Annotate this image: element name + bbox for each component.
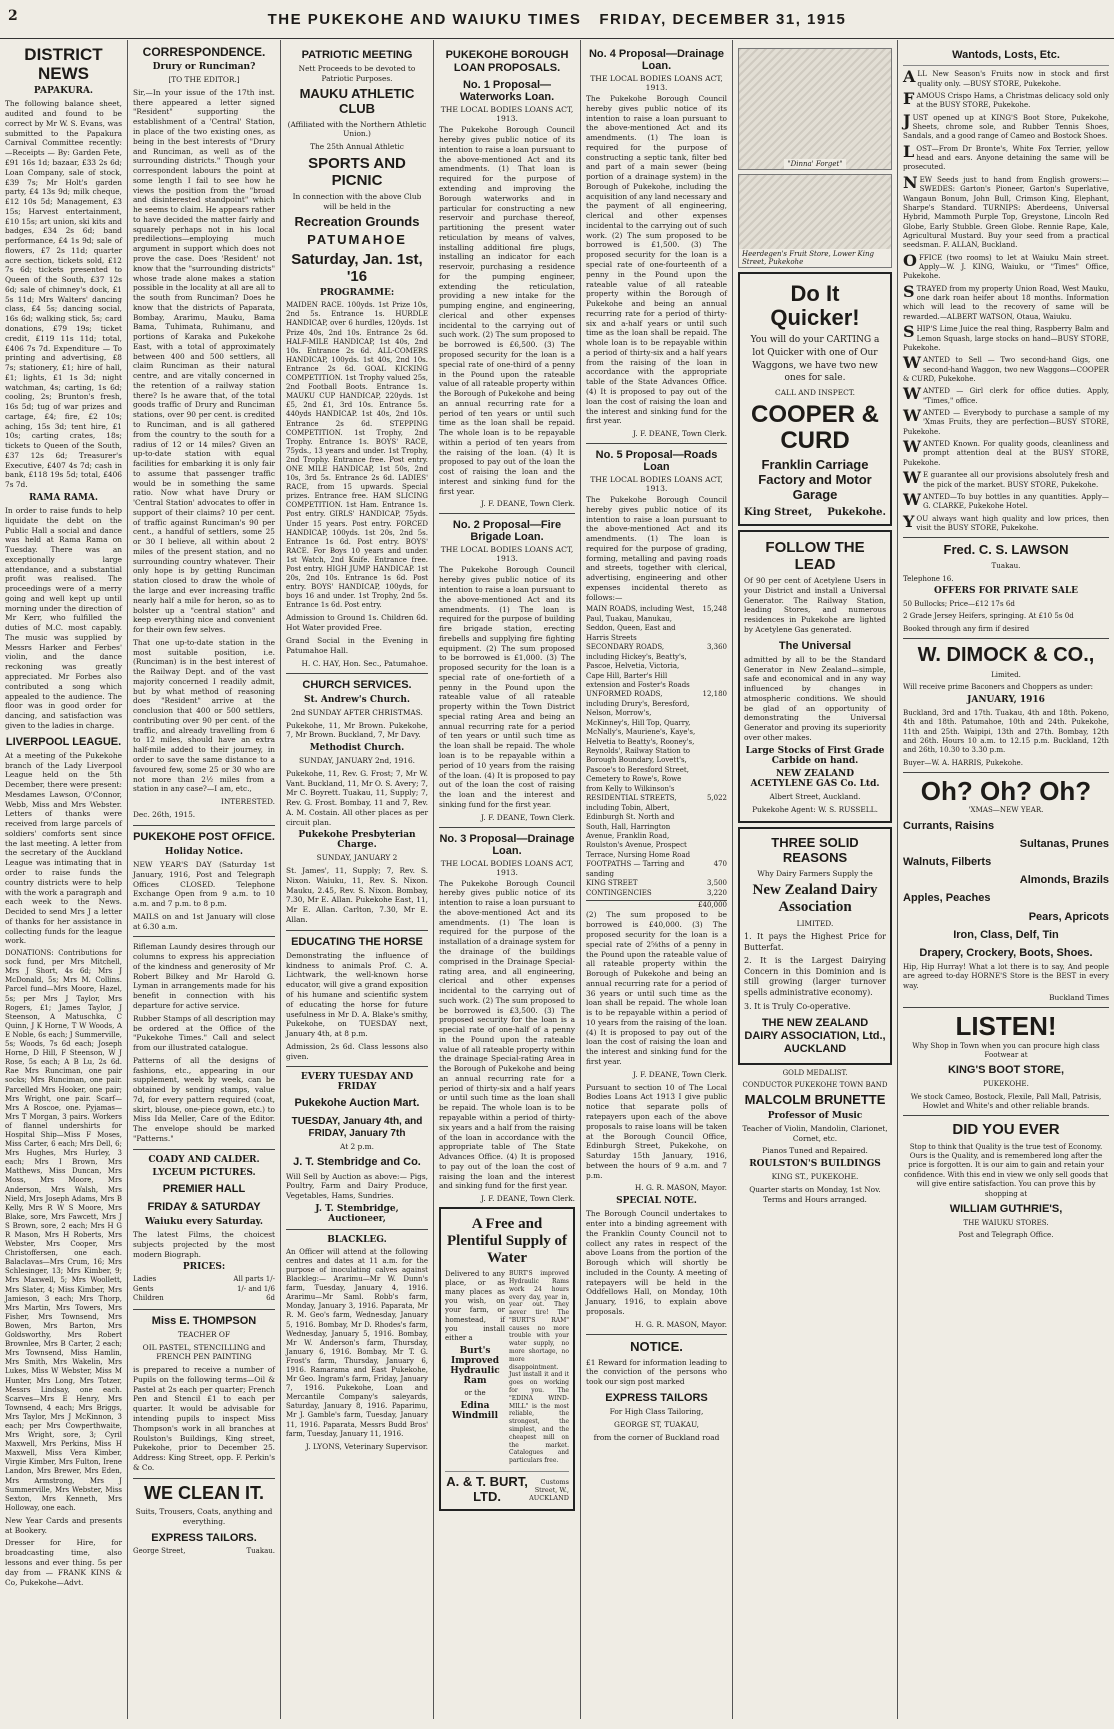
grand-social: Grand Social in the Evening in Patumahoe Hall. (286, 636, 428, 655)
liverpool-league-heading: LIVERPOOL LEAGUE. (5, 735, 122, 748)
auction-dates: TUESDAY, January 4th, and FRIDAY, January 7th (291, 1115, 423, 1139)
connection-text: In connection with the above Club will be held in the (292, 192, 422, 212)
xmas-new-year: 'XMAS—NEW YEAR. (968, 805, 1044, 815)
band-conductor: CONDUCTOR PUKEKOHE TOWN BAND (742, 1080, 888, 1089)
carting-text: You will do your CARTING a lot Quicker with one of Our Waggons, we have two new ones for sale. (750, 335, 880, 384)
rama-rama-heading: RAMA RAMA. (28, 493, 99, 503)
post-office-text: NEW YEAR'S DAY (Saturday 1st January, 1916, Post and Telegraph Offices CLOSED. Telephone Exchange Open from 9 a.m. to 10 a.m. and 7 p.m. to 8 p.m. (133, 860, 275, 909)
classified-ad: LOST—From Dr Bronte's, White Fox Terrier, yellow head and ears. Anyone detaining the same will be prosecuted. (903, 141, 1109, 172)
we-clean-it: WE CLEAN IT. (144, 1482, 264, 1503)
reason-2: 2. It is the Largest Dairying Concern in this Dominion and is still growing (larger turnover spells administrative economy). (744, 956, 886, 997)
acetylene-address: Albert Street, Auckland. (769, 791, 861, 801)
shop-text: Why Shop in Town when you can procure high class Footwear at (912, 1040, 1100, 1059)
do-it-quicker: Do It Quicker! (770, 281, 860, 331)
roads-total: £40,000 (586, 900, 727, 910)
post-office-heading: PUKEKOHE POST OFFICE. (133, 830, 275, 843)
reason-3: 3. It is Truly Co-operative. (744, 1001, 851, 1011)
patumahoe: PATUMAHOE (307, 231, 407, 247)
special-note: SPECIAL NOTE. (616, 1196, 697, 1207)
town-clerk-signature: J. F. DEANE, Town Clerk. (481, 1194, 575, 1204)
classified-ad: WANTED Known. For quality goods, cleanliness and prompt attention deal at the BUSY STORE, Pukekohe. (903, 437, 1109, 467)
post-telegraph: Post and Telegraph Office. (958, 1230, 1054, 1240)
proposal-5-text: The Pukekohe Borough Council hereby gives public notice of its intention to raise a loan pursuant to the above-mentioned Act and its amendments. (1) The loan is required for the purpose of grading, forming, metalling and paving roads and streets, together with clerical, advertising, engineering and other expenses incidental thereto as follows:— (586, 495, 727, 602)
thompson-teacher: TEACHER OF (177, 1329, 231, 1339)
fruit-store-image: Heerdegen's Fruit Store, Lower King Street, Pukekohe (738, 174, 892, 268)
booked-text: Booked through any firm if desired (903, 623, 1030, 633)
special-note-text: The Borough Council undertakes to enter into a binding agreement with the Franklin County Council not to collect any rates in respect of the above Loans from the portion of the Borough which will shortly be included in the County. A meeting of ratepayers will be held in the Oddfellows Hall, on Monday, 10th January, 1916, to explain above proposals. (586, 1209, 727, 1317)
roads-table (586, 605, 727, 910)
column-wanteds (898, 40, 1114, 1719)
issue-date: FRIDAY, DECEMBER 31, 1915 (599, 10, 847, 28)
loans-act: THE LOCAL BODIES LOANS ACT, 1913. (440, 105, 574, 124)
carbide-stocks: Large Stocks of First Grade Carbide on hand. (745, 745, 885, 766)
cooper-curd-advert (738, 272, 892, 526)
proposal-1-text: The Pukekohe Borough Council hereby gives public notice of its intention to raise a loan pursuant to the above-mentioned Act and its amendments. (1) That loan is required for the purpose of extending and improving the Borough waterworks and in particular for constructing a new reservoir and purchase thereof, partitioning the present water reticulation by means of valves, installing additional fire plugs, installing an indicator for each reservoir, purchasing a residence for the pumping engineer, extending the reticulation, providing a new intake for the pumping engine, and engineering, clerical and other expenses incidental to the carrying out of such work. (2) The sum proposed to be borrowed is £6,500. (3) The proposed security for the loan is a special rate of one-third of a penny in the Pound upon the rateable value of all rateable property within the Borough of Pukekohe and being an annual recurring rate for a period of ten years or until such time as the loan shall be repaid. The whole loan is to be repayable within a period of ten years from the raising of the loan. (4) It is proposed to pay out of the loan the cost of raising the loan and the interest and sinking fund for the first year. (439, 125, 575, 496)
pears: Pears, Apricots (1028, 910, 1109, 923)
bullocks-offer: 50 Bullocks; Price—£12 17s 6d (903, 599, 1015, 609)
programme-list: MAIDEN RACE. 100yds. 1st Prize 10s, 2nd 5s. Entrance 1s. HURDLE HANDICAP, over 6 hurdles, 120yds. 1st Prize 40s, 2nd 10s. Entrance 2s 6d. HALF-MILE HANDICAP, 1st 40s, 2nd 10s. Entrance 2s 6d. ALL-COMERS HANDICAP, 100yds. 1st 40s, 2nd 10s. Entrance 2s 6d. GOAL KICKING COMPETITION. 1st Trophy valued 25s, 2nd Football Boots. Entrance 1s. MAUKU CUP HANDICAP, 220yds. 1st £5, 2nd £1, 3rd 10s. Entrance 5s. 440yds HANDICAP. 1st 40s, 2nd 10s. Entrance 2s 6d. STEPPING COMPETITION. 1st Trophy, 2nd Trophy. Entrance 1s. BOYS' RACE, 75yds., 13 years and under. 1st Trophy, 2nd Trophy. Entrance free. Post entry. ONE MILE HANDICAP, 1st 50s, 2nd 10s, 3rd 5s. Entrance 2s 6d. LADIES' RACE, from 15 upwards. Special prizes. Entrance free. HAM SLICING COMPETITION. 1st Ham. Entrance 1s. Post entry. GIRLS' HANDICAP, 75yds. Under 15 years. Post entry. FORCED HANDICAP, 100yds. 1st 20s, 2nd 5s. Entrance 1s 6d. Post entry. BOYS' RACE. For Boys 10 years and under. 1st Watch, 2nd Knife. Entrance free. Post entry. HIGH JUMP HANDICAP. 1st 20s, 2nd 10s. Entrance 1s 6d. Post entry. BOYS' HANDICAP, 100yds, for boys 16 and under. 1st Trophy, 2nd 5s. Entrance 1s 6d. Post entry. (286, 301, 428, 610)
classified-ad: ALL New Season's Fruits now in stock and first quality only. —BUSY STORE, Pukekohe. (903, 67, 1109, 88)
admission-text: Admission to Ground 1s. Children 6d. Hot Water provided Free. (286, 613, 428, 633)
st-andrews: St. Andrew's Church. (303, 694, 411, 705)
reward-text: £1 Reward for information leading to the conviction of the persons who took our sign post marked (586, 1357, 727, 1387)
classified-ad: NEW Seeds just to hand from English growers:— SWEDES: Garton's Pioneer, Garton's Superlative, Wangaun Bonum, John Bull, Crimson King, Elephant, Sharpe's Standard. TURNIPS: Aberdeens, Universal Hybrid, Mammoth Purple Top, Greystone, Lincoln Red Globe, Early Stubble. Green Globe. Rennie Rape, Kale, Agricultural Mustard. Buy your seed from a practical seedsman. F. ALLAN, Buckland. (903, 172, 1109, 250)
rama-rama-text: In order to raise funds to help liquidate the debt on the Public Hall a social and dance was held at Rama Rama on Tuesday. There was an exceptionally large attendance, and a substantial profit was realised. The proceedings were of a merry going and well kept up until morning under the direction of Mr Kerr, who fulfilled the duties of M.C. most capably. The music was supplied by Messrs Harker and Ferbes' violin, and the dance reckoning was greatly appreciated. Mr Forbes also contributed a song which appealed to the audience. The floor was in good order for dancing, and satisfaction was given to the ladies in charge. (5, 506, 122, 730)
rubber-stamps-notice: Rubber Stamps of all description may be ordered at the Office of the "Pukekohe Times." Call and select from our illustrated catalogue. (133, 1013, 275, 1053)
proposal-2-title: No. 2 Proposal—Fire Brigade Loan. (452, 519, 562, 544)
methodist-date: SUNDAY, JANUARY 2nd, 1916. (298, 756, 416, 766)
lyons-signature: J. LYONS, Veterinary Supervisor. (305, 1441, 428, 1451)
friday-saturday: FRIDAY & SATURDAY (147, 1200, 261, 1213)
hip-hurray: Hip, Hip Hurray! What a lot there is to say, And people are agreed to-day HORNE'S Store is the BEST in every way. (903, 962, 1109, 990)
table-row: UNFORMED ROADS, including Drury's, Beresford, Nelson, Morrow's, McKinney's, Hill Top, Quarry, McNally's, Mauriene's, Kaye's, Helvetia to Beatty's, Rooney's, Reynolds', Railway Station to Borough Boundary, Lovett's, Pascoe's to Beresford Street, Cemetery to Rowe's, Rowe from Kelly to Wilkinson's 12,180 (586, 690, 727, 793)
reason-1: 1. It pays the Highest Price for Butterfat. (744, 932, 886, 952)
recreation-grounds: Recreation Grounds (294, 213, 420, 229)
church-services-heading: CHURCH SERVICES. (302, 678, 412, 691)
price-row: Ladies All parts 1/- (133, 1275, 275, 1284)
proposal-5-security: (2) The sum proposed to be borrowed is £40,000. (3) The proposed security for the loan is a special rate of 2⅝ths of a penny in the Pound upon the rateable value of all rateable property within the Borough of Pukekohe and being an annual recurring rate for a period of 36 years or until such time as the loan shall be repaid. The whole loan is to be repayable within a period of 10 years from the raising of the loan. (4) It is proposed to pay out of the loan the cost of raising the loan and the interest and sinking fund for the first year. (586, 910, 727, 1066)
loans-act: THE LOCAL BODIES LOANS ACT, 1913. (590, 475, 723, 494)
page-number: 2 (8, 8, 18, 24)
rifleman-notice: Rifleman Laundy desires through our columns to express his appreciation of the kindness and generosity of Mr Robert Bilkey and Mr Harold G. Lyman in arrangements made for his benefit in connection with his departure for active service. (133, 942, 275, 1010)
guthrie-name: WILLIAM GUTHRIE'S, (949, 1202, 1063, 1215)
edina-windmill: Edina Windmill (452, 1400, 498, 1421)
column-district-news (0, 40, 128, 1719)
prices-heading: PRICES: (182, 1262, 226, 1273)
auction-items: Will Sell by Auction as above:— Pigs, Poultry, Farm and Dairy Produce, Vegetables, Hams, Sundries. (286, 1171, 428, 1201)
apples: Apples, Peaches (903, 892, 991, 905)
burt-firm: A. & T. BURT, LTD. (446, 1474, 528, 1504)
professor-of-music: Professor of Music (767, 1110, 863, 1121)
loans-act: THE LOCAL BODIES LOANS ACT, 1913. (440, 858, 574, 877)
letter-date: Dec. 26th, 1915. (133, 810, 196, 820)
proposal-1-title: No. 1 Proposal—Waterworks Loan. (459, 79, 555, 104)
private-sale: OFFERS FOR PRIVATE SALE (933, 586, 1079, 597)
acetylene-company: NEW ZEALAND ACETYLENE GAS Co. Ltd. (750, 768, 880, 789)
blackleg-text: An Officer will attend at the following centres and dates at 11 a.m. for the purpose of inoculating calves against Blackleg:— Ararimu—Mr W. Dunn's farm, Tuesday, January 4, 1916. Ararimu—Mr Saml. Robb's farm, Monday, January 3, 1916. Paparata, Mr R. M. Geo's farm, Wednesday, January 5, 1916. Bombay, Mr D. Rhodes's farm, Wednesday, January 5, 1916. Bombay, Mr W. Anderson's farm, Thursday, January 6, 1916. Bombay, Mr T. G. Frost's farm, Thursday, January 6, 1916. Ramarama and East Pukekohe, Mr Geo. Ingram's farm, Friday, January 7, 1916. Pukekohe, Loan and Mercantile Company's saleyards, Saturday, January 8, 1916. Paparimu, Mr J. Gamble's farm, Tuesday, January 11, 1916. Paparata, Messrs Budd Bros' farm, Tuesday, January 11, 1916. (286, 1247, 428, 1438)
educating-horse: EDUCATING THE HORSE (291, 935, 423, 948)
tailoring-text: For High Class Tailoring, (609, 1407, 704, 1417)
burt-intro: Delivered to any place, or as many places as you wish, on your farm, or homestead, if you install either a (445, 1270, 505, 1342)
why-supply: Why Dairy Farmers Supply the (757, 869, 873, 879)
papakura-heading: PAPAKURA. (33, 86, 94, 97)
papakura-text: The following balance sheet, audited and found to be correct by Mr W. S. Evans, was submitted to the Papakura Carnival Committee recently:—Receipts — By: Garden Fete, £91 16s 1d; bazaar, £33 2s 6d; Loan Company, sale of stock, £39 7s; Mr Holt's garden party, £4 13s 9d; milk cheque, £12 10s 5d; Management, £3 15s; Harvest entertainment, £10 15s; art union, ski kits and badges, £34 2s 6d; band performance, £4 1s 9d; sale of flowers, £7 2s 11d; quarter acre section, tickets sold, £12 7s 6d; tickets presented to Queen of the South, £37 12s 6d; sale of chimney's dock, £1 5s 11d; Mrs Walters' dancing class, £4 5s; dancing social, 16s 6d; walking stick, 5s; card donations, £79 19s; ticket credit, £119 11s 11d; total, £406 7s 7d. Expenditure — To printing and advertising, £8 7s; stationery, £1; hire of hall, £1; lights, £1 1s 3d; night watchman, 4s; carting, 1s 6d; cooling, 2s; Brunton's fresh, 16s 5d; tug of war prizes and cartage, £4; fire, £2 10s; aching, 15s 3d; tent hire, £1 10s; carting crates, 18s; tickets to Queen of the South, £37 12s 6d; Treasurer's Executive, £407 4s 7d; cash in bank, £118 19s 5d; total, £406 7s 7d. (5, 99, 122, 490)
coady-calder: COADY AND CALDER. (148, 1154, 260, 1165)
dimock-limited: Limited. (991, 670, 1021, 680)
hon-sec: H. C. HAY, Hon. Sec., Patumahoe. (301, 658, 428, 668)
sunday-after-christmas: 2nd SUNDAY AFTER CHRISTMAS. (291, 707, 423, 717)
dimock-name: W. DIMOCK & CO., (917, 644, 1095, 667)
classified-ad: WANTED — Everybody to purchase a sample of my 'Xmas Fruits, they are perfection—BUSY STORE, Pukekohe. (903, 406, 1109, 436)
stembridge: J. T. Stembridge and Co. (293, 1156, 421, 1169)
express-tailors: EXPRESS TAILORS. (151, 1531, 257, 1544)
heifers-offer: 2 Grade Jersey Heifers, springing. At £10 5s 0d (903, 611, 1074, 621)
classified-ad: STRAYED from my property Union Road, West Mauku, one dark roan heifer about 18 months. Information which will lead to the recovery of same will be rewarded.—ALBERT WATSON, Otaua, Waiuku. (903, 281, 1109, 321)
malcolm-brunette: MALCOLM BRUNETTE (744, 1091, 886, 1107)
every-tuesday: EVERY TUESDAY AND FRIDAY (300, 1072, 414, 1093)
price-row: Children 6d (133, 1294, 275, 1303)
waiuku-saturday: Waiuku every Saturday. (144, 1217, 264, 1228)
kings-location: PUKEKOHE. (983, 1079, 1029, 1089)
letter-title: Drury or Runciman? (152, 62, 256, 73)
dairy-limited: LIMITED. (796, 919, 834, 929)
thompson-name: Miss E. THOMPSON (151, 1314, 257, 1327)
classified-ad: OFFICE (two rooms) to let at Waiuku Main street. Apply—W. J. KING, Waiuku, or "Times" Office, Pukekohe. (903, 250, 1109, 281)
kings-boot-store: KING'S BOOT STORE, (947, 1064, 1065, 1077)
patriotic-meeting: PATRIOTIC MEETING (301, 49, 413, 61)
district-news-heading: DISTRICT NEWS (24, 45, 103, 83)
burt-headline: A Free and Plentiful Supply of Water (446, 1216, 568, 1267)
nett-proceeds: Nett Proceeds to be devoted to Patriotic Purposes. (298, 64, 416, 83)
newspaper-title: THE PUKEKOHE AND WAIUKU TIMES (267, 10, 582, 28)
column-display-ads (733, 40, 898, 1719)
classified-ad: FAMOUS Crispo Hams, a Christmas delicacy sold only at the BUSY STORE, Pukekohe. (903, 88, 1109, 110)
patterns-notice: Patterns of all the designs of fashions, etc., appearing in our supplement, week by week, can be obtained by sending stamps, value 7d, for every pattern required (coat, skirt, blouse, one-piece gown, etc.) to Miss Ida Meller, Care of the Editor. The envelope should be marked "Patterns." (133, 1055, 275, 1143)
classified-ad: WANTED to Sell — Two second-hand Gigs, one second-hand Waggon, two new Waggons—COOPER & CURD, Pukekohe. (903, 353, 1109, 383)
town-clerk-signature: J. F. DEANE, Town Clerk. (481, 499, 575, 509)
follow-the-lead: FOLLOW THE LEAD (765, 538, 865, 573)
tailors-location: GEORGE ST, TUAKAU, (614, 1419, 699, 1429)
classified-ad: JUST opened up at KING'S Boot Store, Pukekohe, Sheets, chrome sole, and Rubber Tennis Shoes, Sandals, and a good range of Cameo and Bostock Shoes. (903, 110, 1109, 141)
auction-time: At 2 p.m. (339, 1141, 374, 1151)
call-inspect: CALL AND INSPECT. (775, 387, 855, 397)
burt-ram: Burt's Improved Hydraulic Ram (450, 1345, 500, 1386)
table-row: RESIDENTIAL STREETS, including Tobin, Albert, Edinburgh St. North and South, Hall, Harrington Avenue, Franklin Road, Roulston's Avenue, Prospect Terrace, Nursing Home Road 5,022 (586, 794, 727, 859)
dresser-advert: Dresser for Hire, for broadcasting time, also lessons and ever thing. 5s per day from — FRANK KINS & Co, Pukekohe—Advt. (5, 1538, 122, 1587)
cooper-curd: COOPER & CURD (750, 400, 879, 454)
table-row: SECONDARY ROADS, including Hickey's, Beatty's, Pascoe, Helvetia, Victoria, Cape Hill, Barter's Hill extension and Foster's Roads 3,360 (586, 643, 727, 689)
table-row: MAIN ROADS, including West, Paul, Tuakau, Manukau, Seddon, Queen, East and Harris Streets 15,248 (586, 605, 727, 642)
methodist-services: Pukekohe, 11, Rev. G. Frost; 7, Mr W. Vant. Buckland, 11, Mr O. S. Avery; 7, Mr C. Boyrett. Tuakau, 11, Supply; 7, Rev. G. Frost. Bombay, 11 and 7, Rev. A. M. Costain. All other places as per circuit plan. (286, 768, 428, 827)
liverpool-text: At a meeting of the Pukekohe branch of the Lady Liverpool League held on the 5th December, there were present: Mesdames Lawson, O'Connor, Webb, Miss and Mrs Webster. Letters of thanks were received from large parcels of soldiers' comforts sent since the last meeting. A letter from the secretary of the Auckland League was intimating that in order to raise funds the country districts were to help with the work a paragraph and each week to the News. Decided to send Mrs J a letter of thanks for her assistance in collecting funds for the league work. (5, 750, 122, 946)
mauku-athletic-club: MAUKU ATHLETIC CLUB (299, 85, 415, 116)
wanteds-heading: Wantods, Losts, Etc. (952, 49, 1060, 61)
mayor-signature: H. G. R. MASON, Mayor. (634, 1183, 727, 1193)
dairy-association-advert (738, 827, 892, 1064)
auction-mart: Pukekohe Auction Mart. (294, 1097, 420, 1110)
dinna-forget-image: "Dinna' Forget" (738, 48, 892, 170)
notice-heading: NOTICE. (630, 1338, 683, 1354)
burt-or: or the (464, 1388, 486, 1397)
burt-address: Customs Street, W., AUCKLAND (529, 1477, 570, 1502)
correspondence-heading: CORRESPONDENCE. (142, 45, 266, 59)
acetylene-advert (738, 530, 892, 824)
thompson-text: is prepared to receive a number of Pupils on the following terms—Oil & Pastel at 2s each per quarter; French Pen and Stencil £1 to each per quarter. It would be advisable for intending pupils to inspect Miss Thompson's work in all branches at Roulston's Buildings, King street, Pukekohe, prior to December 25. Address: King Street, opp. F. Perkin's & Co. (133, 1365, 275, 1472)
waiuku-stores: THE WAIUKU STORES. (963, 1218, 1049, 1228)
lawson-name: Fred. C. S. LAWSON (943, 542, 1069, 558)
buckland-times: Buckland Times (1049, 993, 1109, 1003)
thompson-arts: OIL PASTEL, STENCILLING and FRENCH PEN PAINTING (142, 1342, 266, 1362)
letter-salutation: [TO THE EDITOR.] (168, 75, 240, 85)
proposal-4-title: No. 4 Proposal—Drainage Loan. (588, 48, 725, 72)
sports-and-picnic: SPORTS AND PICNIC (308, 154, 406, 190)
boot-brands: We stock Cameo, Bostock, Flexile, Pall Mall, Patrisis, Howlet and White's and other reliable brands. (910, 1091, 1102, 1111)
stembridge-auctioneer: J. T. Stembridge, Auctioneer, (315, 1203, 399, 1224)
acetylene-agent: Pukekohe Agent: W. S. RUSSELL. (752, 804, 878, 814)
carriage-factory: Franklin Carriage Factory and Motor Garage (758, 457, 872, 503)
burt-description: BURT'S improved Hydraulic Rams work 24 hours every day, year in, year out. They never tire! The "BURT'S RAM" causes no more trouble with your water supply, no more shortage, no more disappointment. Just install it and it goes on working for you. The "EDINA WIND-MILL" is the most reliable, the strongest, the simplest, and the cheapest mill on the market. Catalogues and particulars free. (509, 1270, 569, 1465)
proposal-5-title: No. 5 Proposal—Roads Loan (595, 449, 718, 474)
dimock-buyer: Buyer—W. A. HARRIS, Pukekohe. (903, 757, 1024, 767)
letter-body-1: Sir,—In your issue of the 17th inst. there appeared a letter signed "Resident" supporting the establishment of a 'Central' Station, in place of the two existing ones, as being in the best interests of "Drury and Runciman, as well as of the surrounding districts." Though your correspondent labours the point at some length I fail to see how he views the position from the "broad and disinterested standpoint" which he seems to claim. He appears rather to have decided the matter fairly and squarely perhaps not in his local predilections—employing much argument in support which does not prove the case. Does 'Resident' not know that the "surrounding districts" whose trade alone makes a station possible in the locality at all are all to the south from Runciman? Does he know that the districts of Paparata, Bombay, Ararimu, Mauku, Bama Bama, Tuhimata, Ruhimanu, and portions of Karaka and Pukekohe East, with a total of approximately between 400 and 500 settlers, all claim Runciman as their natural centre, and are vitally concerned in the retention of a railway station there? Is he aware that, of the total goods traffic of Drury and Runciman stations, over 90 per cent. is credited to Runciman, and is all gathered from the country to the south for a radius of 12 or 14 miles? Given an up-to-date station with equal facilities for embarking it is only fair to assume that passenger traffic would be in something the same ratio. Now what have Drury or 'Central Station' advocates to offer in support of their claims? 10 per cent. of traffic against Runciman's 90 per cent., a handful of settlers, some 25 or 30 I believe, all within about 2 miles of the present station, and no surrounding country whatever. Their only hope is by getting Runciman station closed to draw the whole of the large and ever increasing traffic nearly half a mile for heron, so as to bolster up a "central station" and keep everything nice and convenient for their own few selves. (133, 87, 275, 635)
dimock-month: JANUARY, 1916 (967, 694, 1045, 705)
presbyterian-services: St. James', 11, Supply; 7, Rev. S. Nixon. Waiuku, 11, Rev. S. Nixon. Mauku, 2.45, Rev. S. Nixon. Bombay, 7.30, Mr E. Allan. Pukekohe East, 11, Mr E. Allan. Carlton, 7.30, Mr E. Allan. (286, 866, 428, 924)
donations-text: DONATIONS: Contributions for sock fund, per Mrs Mitchell, Mrs J Short, 4s 6d; Mrs J McDonald, 5s; Mrs M. Collins. Parcel fund—Mrs Moore, Hazel, 5s; per Mrs J Taylor, Mrs Rogers, £1; James Taylor, J Steenson, A Matuschka, C Quinn, J K Horne, T W Woods, A E Noble, 6s each; J Summerville, 5s; Woods, 7s 6d each; Joseph Horne, D Hill, F Steenson, W J Rose, 5s each; A B Lu, 2s 6d. Rae Mrs Runciman, one pair socks; Mrs Runciman, one pair. Parcelled Mrs Hooker, one pair; Mrs Wright, one pair. Scarf—Mrs A Roscoe, one. Pyjamas—Mrs T Morgan, 3 pairs. Workers of flannel undershirts for Hospital Ship—Miss F Moses, Miss Carter, 6 each; Mrs Dell, 6; Mrs Hughes, Mrs Hurley, 3 each; Mrs I Brown, Mrs Matthews, Miss Duncan, Mrs Moss, Mrs Moore, Mrs Anderson, Mrs Walsh, Mrs Nield, Mrs Joseph Adams, Mrs B Kelly, Mrs R W S Moore, Mrs Blake, sore, Mrs Fawcett, Mrs J S Brown, sore, 2 each; Mrs H G R Mason, Mrs H Roberts, Mrs Webster, Mrs Cooper, Mrs Christoffersen, one each. Balaclavas—Mrs Crum, 16; Mrs Schlesinger, 13; Mrs Kimber, 9; Mrs Maxwell, 5; Mrs Woollett, Mrs Slater, 4; Miss Kimber, Mrs Jamieson, 3 each; Mrs Thorp, Mrs Martin, Mrs Towers, Mrs Fisher, Mrs Townsend, Mrs Bowen, Mrs Barton, Mrs Goldsworthy, Mrs Robert Brownlee, Mrs B Carter, 2 each; Mrs Townsend, Miss Hamlin, Mrs Smith, Mrs Wakelin, Mrs Lukes, Miss W Webster, Miss M Hunter, Mrs Long, Mrs Totzer, Messrs Lindsay, one each. Scarves—Mrs E Henry, Mrs Townsend, 4 each; Mrs Briggs, Mrs Taylor, Mrs J McKinnon, 3 each; per Mrs Cowperthwaite, Mrs Wright, sore, 3; Cyril Maxwell, Mrs Perkins, Miss H Maxwell, Miss Vera Kimber, Virgie Kimber, Mrs Fulton, Irene Landon, Mrs Brewer, Mrs Eden, Mrs Armstrong, Mrs J Summerville, Mrs Webster, Miss Sexton, Mrs Kenneth, Mrs Holloway, one each. (5, 949, 122, 1512)
oh-oh-oh: Oh? Oh? Oh? (920, 775, 1092, 806)
st-andrews-services: Pukekohe, 11, Mr Brown. Pukekohe, 7, Mr Brown. Buckland, 7, Mr Davy. (286, 720, 428, 740)
proposal-3-text: The Pukekohe Borough Council hereby gives public notice of its intention to raise a loan pursuant to the above-mentioned Act and its amendments. (1) The loan is required for the purpose of the installation of a drainage system for the drainage of the buildings comprised in the Drainage Special-rating area, and all engineering, clerical and other expenses incidental to the carrying out of such work. (2) The sum proposed to be borrowed is £3,500. (3) The proposed security for the loan is a special rate of one-half of a penny in the Pound upon the rateable value of all rateable property within the drainage Special-rating Area in the Borough of Pukekohe and being an annual recurring rate for a period of thirty-six and a half years or until such time as the loan shall be repaid. The whole loan is to be repayable within a period of thirty-six years and a half from the raising of the loan in accordance with the appropriate table of The State Advances Office. (4) It is proposed to pay out of the loan the cost of raising the loan and the interest and sinking fund for the first year. (439, 878, 575, 1191)
burt-advertisement (439, 1207, 575, 1511)
dimock-text: Will receive prime Baconers and Choppers as under: (903, 682, 1094, 692)
table-row: FOOTPATHS — Tarring and sanding 470 (586, 860, 727, 878)
films-text: The latest Films, the choicest subjects projected by the most modern Biograph. (133, 1230, 275, 1259)
music-teacher: Teacher of Violin, Mandolin, Clarionet, Cornet, etc. (742, 1123, 888, 1143)
roulston-buildings: ROULSTON'S BUILDINGS (749, 1159, 881, 1170)
proposal-4-text: The Pukekohe Borough Council hereby gives public notice of its intention to raise a loan pursuant to the above-mentioned Act and its amendments. (1) The loan is required for the purpose of constructing a septic tank, filter bed and part of a main sewer (being portion of a drainage system) in the Borough of Pukekohe, including the acquisition of any land necessary and the payment of all engineering, clerical and other expenses incidental to the carrying out of such work. (2) The sum proposed to be borrowed is £1,500. (3) The proposed security for the loan is a special rate of one-fourteenth of a penny in the Pound upon the rateable value of all rateable property within the Borough of Pukekohe and being an annual recurring rate for a period of thirty-six and a-half years or until such time as the loan shall be repaid. The whole loan is to be repayable within a period of thirty-six and a half years from the raising of the loan in accordance with the appropriate table of the State Advances Office. (4) It is proposed to pay out of the loan the cost of raising the loan and the interest and sinking fund for the first year. (586, 94, 727, 426)
pianos-tuned: Pianos Tuned and Repaired. (762, 1146, 868, 1156)
column-loans-continued (581, 40, 733, 1719)
column-correspondence (128, 40, 281, 1719)
mayor-signature: H. G. R. MASON, Mayor. (634, 1319, 727, 1329)
masthead (0, 0, 1114, 39)
express-tailors: EXPRESS TAILORS (605, 1392, 708, 1405)
walnuts: Walnuts, Filberts (903, 856, 992, 868)
classified-ad: YOU always want high quality and low prices, then visit the BUSY STORE, Pukekohe. (903, 511, 1109, 532)
universal-generator: The Universal (778, 639, 852, 652)
mails-text: MAILS on and 1st January will close at 6.30 a.m. (133, 911, 275, 931)
column-events (281, 40, 434, 1719)
town-clerk-signature: J. F. DEANE, Town Clerk. (633, 429, 727, 439)
clean-text: Suits, Trousers, Coats, anything and everything. (135, 1507, 273, 1527)
currants: Currants, Raisins (903, 819, 995, 832)
annual-athletic: The 25th Annual Athletic (310, 142, 404, 152)
universal-text: admitted by all to be the Standard Generator in New Zealand—simple, safe and economical and in any way influenced by changes in atmospheric conditions. We should be glad of an opportunity of demonstrating the Universal Generator and proving its superiority over other makes. (744, 654, 886, 743)
iron-delf: Iron, Class, Delf, Tin (953, 928, 1059, 941)
affiliation: (Affiliated with the Northern Athletic Union.) (287, 119, 427, 139)
price-row: Gents 1/- and 1/6 (133, 1284, 275, 1293)
event-date: Saturday, Jan. 1st, '16 (291, 250, 423, 286)
tailors-corner: from the corner of Buckland road (593, 1432, 720, 1442)
proposal-2-text: The Pukekohe Borough Council hereby gives public notice of its intention to raise a loan pursuant to the above-mentioned Act and its amendments. (1) The loan is required for the purpose of building fire brigade station, erecting firebells and supplying fire fighting equipment. (2) The sum proposed to be borrowed is £1,000. (3) The proposed security for the loan is a special rate of one-fortieth of a penny in the Pound upon the rateable value of all rateable property within the Town District special rating Area and being an annual recurring rate for a period of ten years or until such time as the loan shall be repaid. The whole loan is to be repayable within a period of 10 years from the raising of the loan. (4) It is proposed to pay out of the loan the cost of raising the loan and the interest and sinking fund for the first year. (439, 565, 575, 809)
holiday-notice: Holiday Notice. (165, 847, 243, 858)
classified-ad: SHIP'S Lime Juice the real thing, Raspberry Balm and Lemon Squash, large stocks on hand—BUSY STORE, Pukekohe. (903, 322, 1109, 352)
programme-heading: PROGRAMME: (319, 288, 395, 299)
loans-act: THE LOCAL BODIES LOANS ACT, 1913. (440, 545, 574, 564)
blackleg-heading: BLACKLEG. (327, 1234, 387, 1245)
cooper-address: King Street, Pukekohe. (744, 507, 886, 519)
loan-proposals-heading: PUKEKOHE BOROUGH LOAN PROPOSALS. (445, 49, 569, 75)
presbyterian-date: SUNDAY, JANUARY 2 (316, 853, 398, 863)
quarter-starts: Quarter starts on Monday, 1st Nov. Terms and Hours arranged. (749, 1184, 881, 1204)
classified-ad: WE guarantee all our provisions absolutely fresh and the pick of the market. BUSY STORE, Pukekohe. (903, 468, 1109, 489)
three-reasons: THREE SOLID REASONS (771, 835, 859, 866)
presbyterian-charge: Pukekohe Presbyterian Charge. (298, 830, 416, 851)
quality-text: Stop to think that Quality is the true test of Economy. Ours is the Quality, and is remembered long after the price is forgotten. It is our aim to gain and retain your confidence. With this end in view we only sell goods that will give entire satisfaction. You can prove this by shopping at (903, 1141, 1109, 1198)
nz-dairy-association: New Zealand Dairy Association (752, 881, 878, 916)
king-st: KING ST., PUKEKOHE. (771, 1172, 859, 1182)
premier-hall: PREMIER HALL (162, 1182, 246, 1195)
gold-medalist: GOLD MEDALIST. (782, 1068, 848, 1077)
listen-heading: LISTEN! (955, 1011, 1057, 1042)
lawson-telephone: Telephone 16. (903, 573, 954, 583)
lawson-location: Tuakau. (991, 561, 1021, 571)
letter-signature: INTERESTED. (220, 797, 275, 807)
column-loan-proposals (434, 40, 581, 1719)
drapery: Drapery, Crockery, Boots, Shoes. (919, 946, 1093, 959)
new-year-cards: New Year Cards and presents at Bookery. (5, 1515, 122, 1535)
letter-body-2: That one up-to-date station in the most suitable position, i.e. (Runciman) is in the best interest of the Railway Dept. and of the vast majority concerned I readily admit, but by what method of reasoning does "Resident" arrive at the conclusion that 400 or 500 settlers, contributing over 90 per cent. of the traffic, and already travelling from 6 to 12 miles, should have an extra half-mile added to their journey, in order to save the same distance to a favoured few, some 25 or 30 who are not more than 2½ miles from a station in any case?—I am, etc., (133, 637, 275, 794)
proposal-3-title: No. 3 Proposal—Drainage Loan. (439, 832, 575, 857)
loans-act: THE LOCAL BODIES LOANS ACT, 1913. (590, 74, 723, 92)
classified-ad: WANTED — Girl clerk for office duties. Apply, "Times," office. (903, 384, 1109, 405)
horse-admission: Admission, 2s 6d. Class lessons also given. (286, 1041, 428, 1061)
classified-ad: WANTED—To buy bottles in any quantities. Apply—G. CLARKE, Pukekohe Hotel. (903, 489, 1109, 511)
table-row: CONTINGENCIES 3,220 (586, 888, 727, 897)
tailors-address: George Street, Tuakau. (133, 1547, 275, 1556)
methodist-church: Methodist Church. (309, 743, 405, 754)
did-you-ever: DID YOU EVER (952, 1121, 1060, 1139)
dairy-footer: THE NEW ZEALAND DAIRY ASSOCIATION, Ltd., AUCKLAND (744, 1017, 886, 1056)
follow-text: Of 90 per cent of Acetylene Users in your District and install a Universal Generator. The Railway Station, leading Stores, and numerous residences in Pukekohe are lighted by Acetylene Gas generated. (744, 576, 886, 634)
dimock-schedule: Buckland, 3rd and 17th. Tuakau, 4th and 18th. Pokeno, 4th and 18th. Patumahoe, 10th and 24th. Pukekohe, 11th and 25th. Waipipi, 13th and 27th. Bombay, 12th and 26th. Hours 10 a.m. to 12.15 p.m. Buckland, 12th and 26th, 10.30 to 3.30 p.m. (903, 707, 1109, 755)
town-clerk-signature: J. F. DEANE, Town Clerk. (633, 1069, 727, 1079)
almonds: Almonds, Brazils (1019, 874, 1109, 887)
poll-notice: Pursuant to section 10 of The Local Bodies Loans Act 1913 I give public notice that separate polls of ratepayers upon each of the above proposals to raise loans will be taken at the Borough Council Office, Edinburgh Street, Pukekohe, on Saturday 15th January, 1916, between the hours of 9 a.m. and 7 p.m. (586, 1082, 727, 1180)
town-clerk-signature: J. F. DEANE, Town Clerk. (481, 812, 575, 822)
lyceum-pictures: LYCEUM PICTURES. (152, 1167, 256, 1178)
horse-text: Demonstrating the influence of kindness to animals Prof. C. A. Lichtwark, the well-known horse educator, will give a grand exposition of his humane and scientific system of educating the horse for future usefulness in Mr D. A. Blake's smithy, Pukekohe, on TUESDAY next, January 4th, at 8 p.m. (286, 950, 428, 1039)
table-row: KING STREET 3,500 (586, 879, 727, 888)
sultanas: Sultanas, Prunes (1019, 837, 1109, 850)
